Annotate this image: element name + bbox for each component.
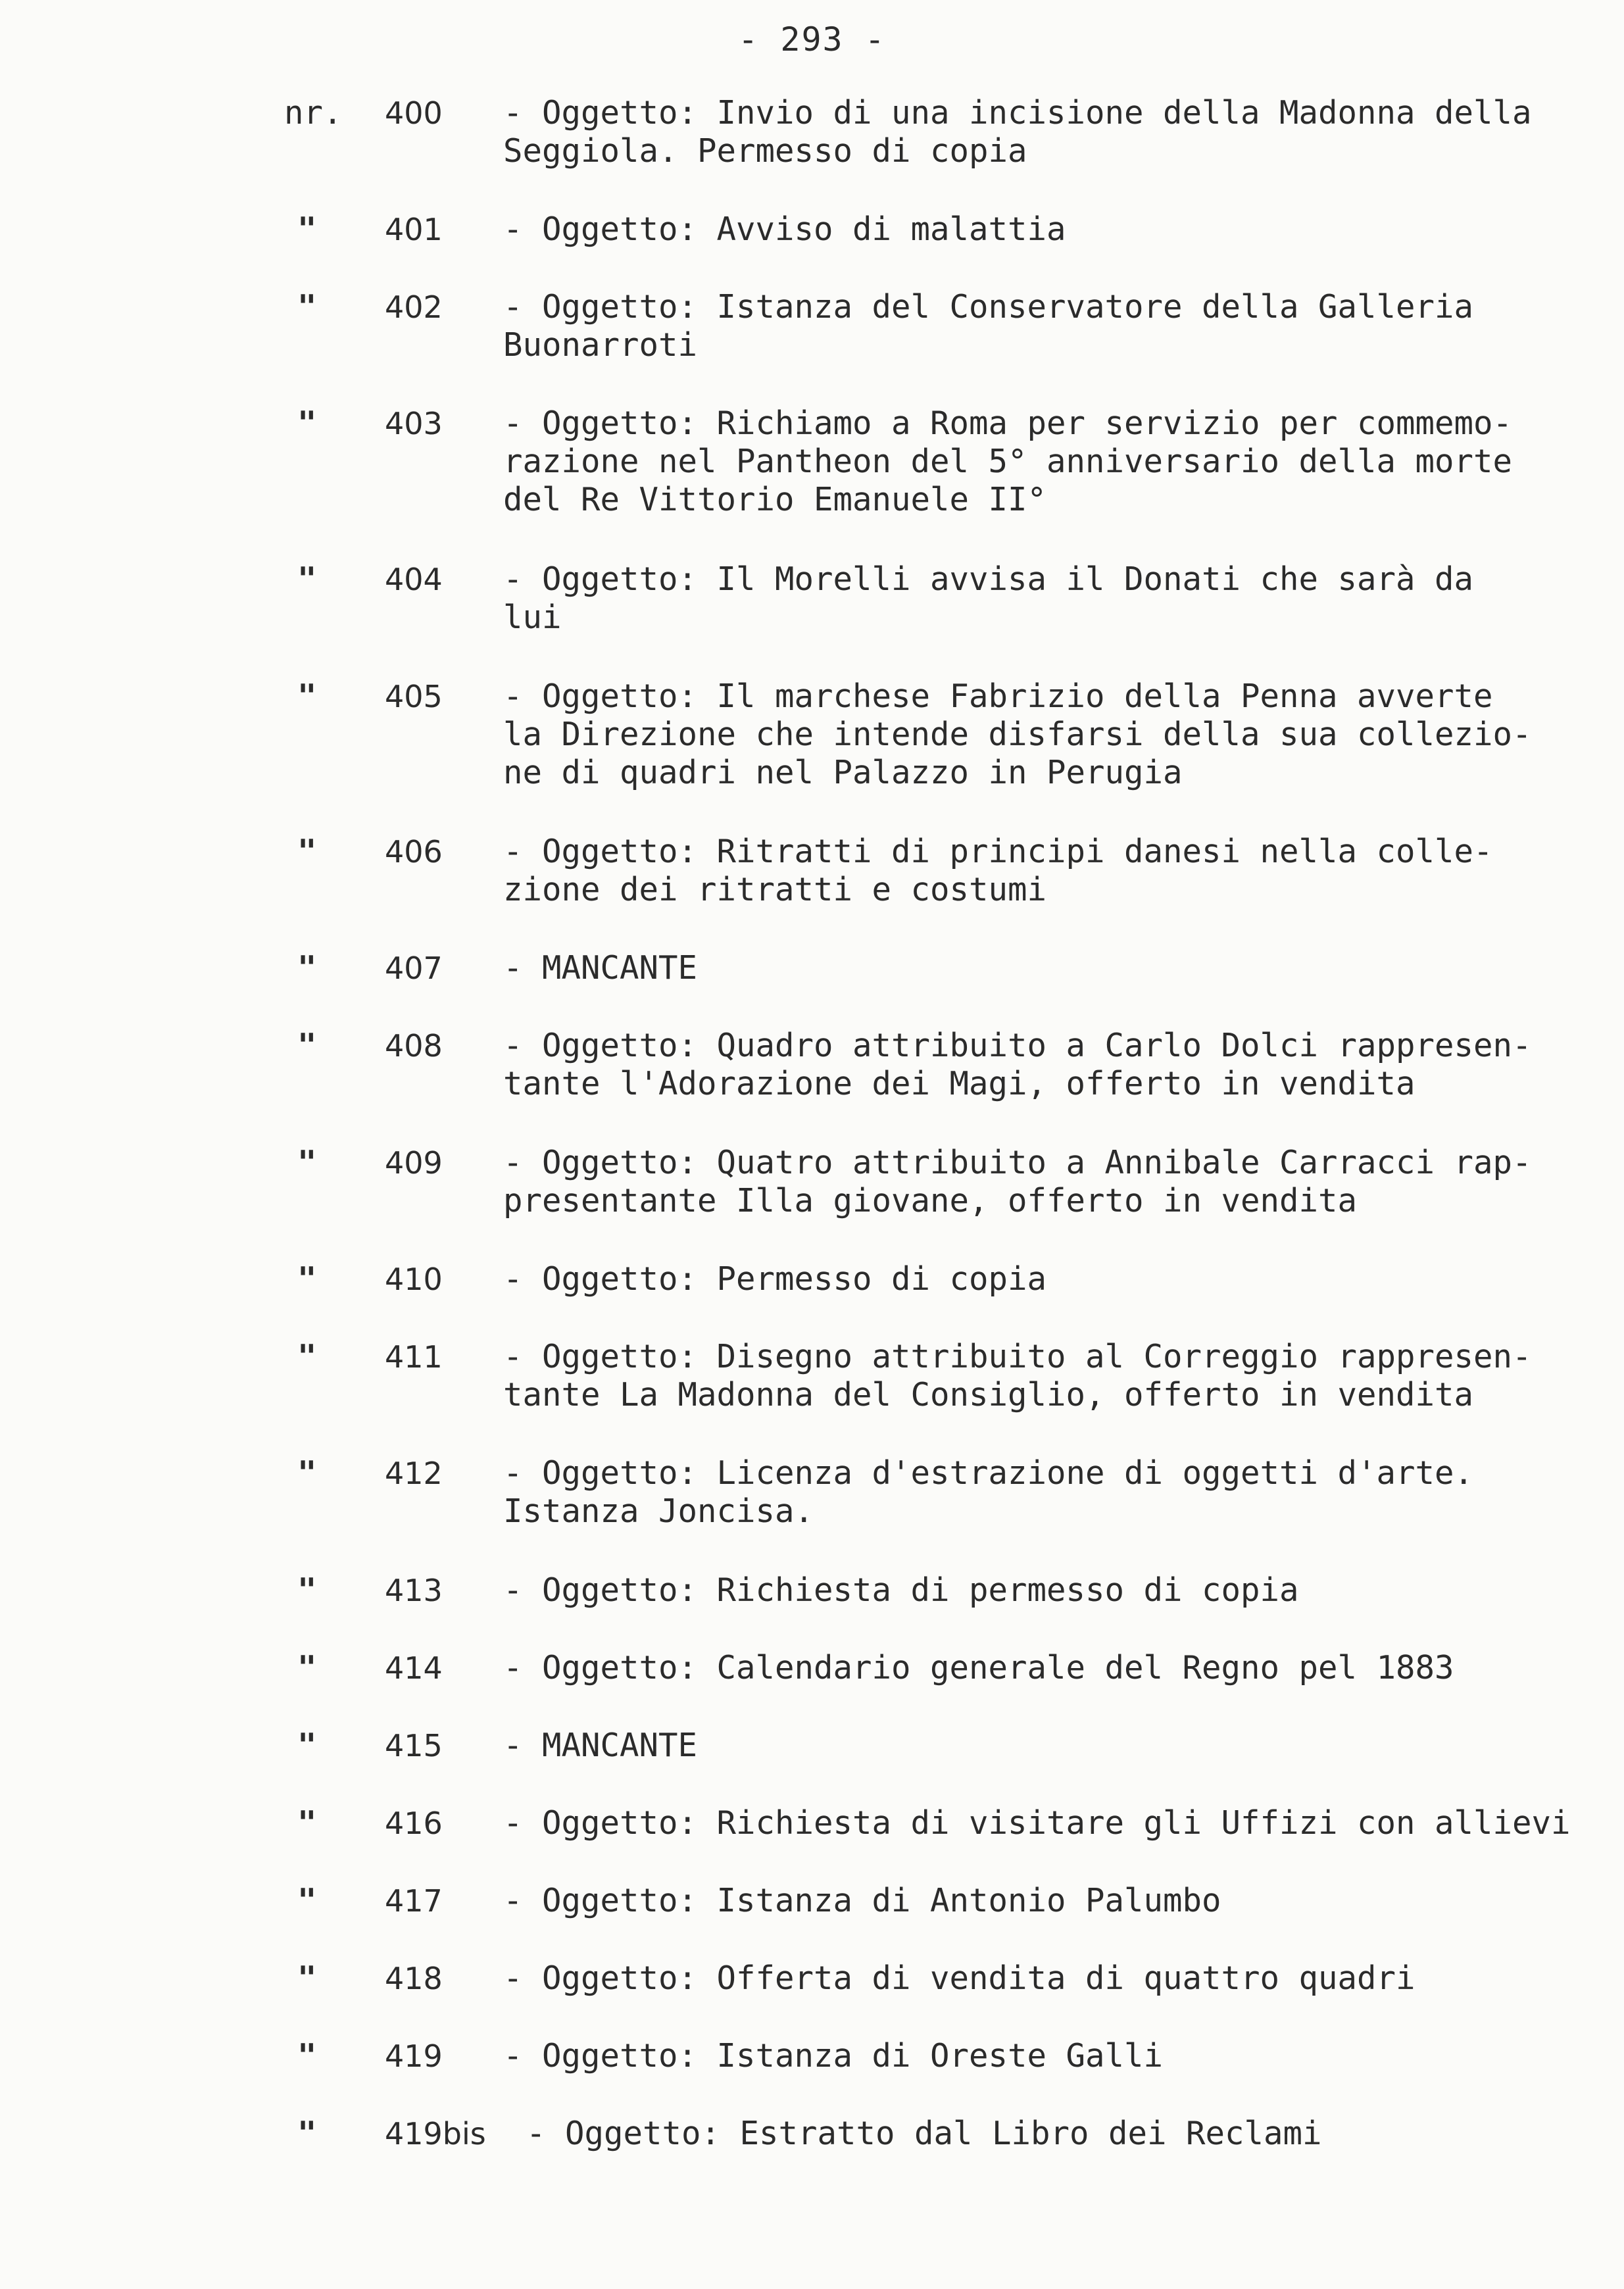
entry-prefix: " (297, 1144, 317, 1181)
entry-number: 418 (385, 1961, 443, 1996)
entry-text-line: - Oggetto: Istanza di Oreste Galli (503, 2037, 1164, 2075)
entry-prefix: " (297, 2037, 317, 2075)
entry-text (503, 210, 1621, 249)
entry-number: 400 (385, 95, 443, 131)
entry-prefix: " (297, 210, 317, 248)
entry-number: 410 (385, 1262, 443, 1297)
entry-text (503, 1338, 1621, 1414)
entry-prefix: nr. (284, 94, 343, 132)
entry-text-line: Seggiola. Permesso di copia (503, 132, 1027, 170)
entry-prefix: " (297, 677, 317, 715)
entry-prefix: " (297, 560, 317, 598)
entry-text-line: - Oggetto: Richiesta di visitare gli Uffizi con allievi (503, 1804, 1571, 1842)
entry-text-line: zione dei ritratti e costumi (503, 871, 1047, 908)
entry-text-line: presentante Illa giovane, offerto in vendita (503, 1182, 1358, 1219)
entry-number: 411 (385, 1339, 443, 1375)
entry-prefix: " (297, 1649, 317, 1686)
entry-prefix: " (297, 405, 317, 442)
entry-text-line: - Oggetto: Istanza del Conservatore della Galleria (503, 288, 1474, 326)
entry-text-line: - Oggetto: Estratto dal Libro dei Reclami (526, 2115, 1322, 2152)
entry-text-line: - Oggetto: Invio di una incisione della Madonna della (503, 94, 1532, 132)
entry-text (503, 1727, 1621, 1765)
entry-text-line: - Oggetto: Il marchese Fabrizio della Penna avverte (503, 677, 1493, 715)
entry-text-line: - Oggetto: Richiesta di permesso di copia (503, 1571, 1299, 1609)
entry-text-line: tante l'Adorazione dei Magi, offerto in vendita (503, 1065, 1415, 1102)
entry-text-line: - Oggetto: Quatro attribuito a Annibale Carracci rap- (503, 1144, 1532, 1181)
entry-text-line: - Oggetto: Il Morelli avvisa il Donati che sarà da (503, 560, 1474, 598)
entry-text-line: Istanza Joncisa. (503, 1492, 814, 1530)
entry-text-line: razione nel Pantheon del 5° anniversario della morte (503, 443, 1513, 480)
entry-number: 404 (385, 562, 443, 597)
entry-text (503, 833, 1621, 909)
entry-text (503, 1649, 1621, 1687)
entry-text (503, 1027, 1621, 1103)
entry-text (503, 2037, 1621, 2075)
entry-text-line: - Oggetto: Richiamo a Roma per servizio per commemo- (503, 405, 1513, 442)
entry-number: 406 (385, 834, 443, 870)
entry-number: 419 (385, 2038, 443, 2074)
entry-prefix: " (297, 288, 317, 326)
entry-prefix: " (297, 833, 317, 870)
entry-number: 402 (385, 289, 443, 325)
entry-text (503, 677, 1621, 792)
entry-text-line: Buonarroti (503, 326, 698, 364)
entry-text (503, 1882, 1621, 1920)
entry-number: 412 (385, 1456, 443, 1491)
entry-text-line: - Oggetto: Offerta di vendita di quattro quadri (503, 1959, 1415, 1997)
entry-text (503, 949, 1621, 987)
entry-prefix: " (297, 1454, 317, 1492)
entry-prefix: " (297, 1959, 317, 1997)
entry-number: 419bis (385, 2116, 486, 2152)
entry-text (503, 288, 1621, 364)
entry-prefix: " (297, 2115, 317, 2152)
entry-text (503, 1260, 1621, 1298)
entry-prefix: " (297, 1882, 317, 1919)
entry-text-line: - Oggetto: Istanza di Antonio Palumbo (503, 1882, 1221, 1919)
entry-prefix: " (297, 1260, 317, 1298)
entry-number: 405 (385, 679, 443, 714)
entry-text (526, 2115, 1624, 2153)
entry-number: 416 (385, 1806, 443, 1841)
entry-text-line: - Oggetto: Permesso di copia (503, 1260, 1047, 1298)
entry-text-line: - Oggetto: Disegno attribuito al Correggio rappresen- (503, 1338, 1532, 1375)
entry-number: 403 (385, 406, 443, 441)
entry-prefix: " (297, 1727, 317, 1764)
entry-text (503, 94, 1621, 170)
entry-number: 415 (385, 1728, 443, 1763)
entry-number: 409 (385, 1145, 443, 1181)
entry-number: 408 (385, 1028, 443, 1064)
entry-number: 413 (385, 1573, 443, 1608)
entry-prefix: " (297, 1338, 317, 1375)
entry-text-line: ne di quadri nel Palazzo in Perugia (503, 754, 1183, 791)
entry-text (503, 1144, 1621, 1220)
entry-text-line: tante La Madonna del Consiglio, offerto in vendita (503, 1376, 1474, 1414)
entry-text-line: - MANCANTE (503, 949, 698, 987)
entry-text (503, 405, 1621, 519)
entry-text-line: - Oggetto: Ritratti di principi danesi nella colle- (503, 833, 1493, 870)
entry-prefix: " (297, 1027, 317, 1064)
entry-text-line: del Re Vittorio Emanuele II° (503, 481, 1047, 518)
entry-text (503, 1571, 1621, 1610)
entry-text-line: - Oggetto: Avviso di malattia (503, 210, 1066, 248)
entry-text (503, 1804, 1621, 1842)
entry-text-line: - Oggetto: Licenza d'estrazione di oggetti d'arte. (503, 1454, 1474, 1492)
entry-text (503, 1959, 1621, 1998)
page-number: - 293 - (738, 20, 886, 59)
entry-text-line: - MANCANTE (503, 1727, 698, 1764)
entry-prefix: " (297, 1571, 317, 1609)
entry-prefix: " (297, 949, 317, 987)
entry-prefix: " (297, 1804, 317, 1842)
entry-number: 414 (385, 1650, 443, 1686)
entry-number: 401 (385, 212, 443, 247)
entry-text (503, 560, 1621, 637)
entry-text (503, 1454, 1621, 1531)
entry-number: 417 (385, 1883, 443, 1919)
entry-text-line: - Oggetto: Quadro attribuito a Carlo Dolci rappresen- (503, 1027, 1532, 1064)
entry-number: 407 (385, 950, 443, 986)
entry-text-line: lui (503, 599, 562, 636)
entry-text-line: - Oggetto: Calendario generale del Regno pel 1883 (503, 1649, 1454, 1686)
entry-text-line: la Direzione che intende disfarsi della sua collezio- (503, 716, 1532, 753)
